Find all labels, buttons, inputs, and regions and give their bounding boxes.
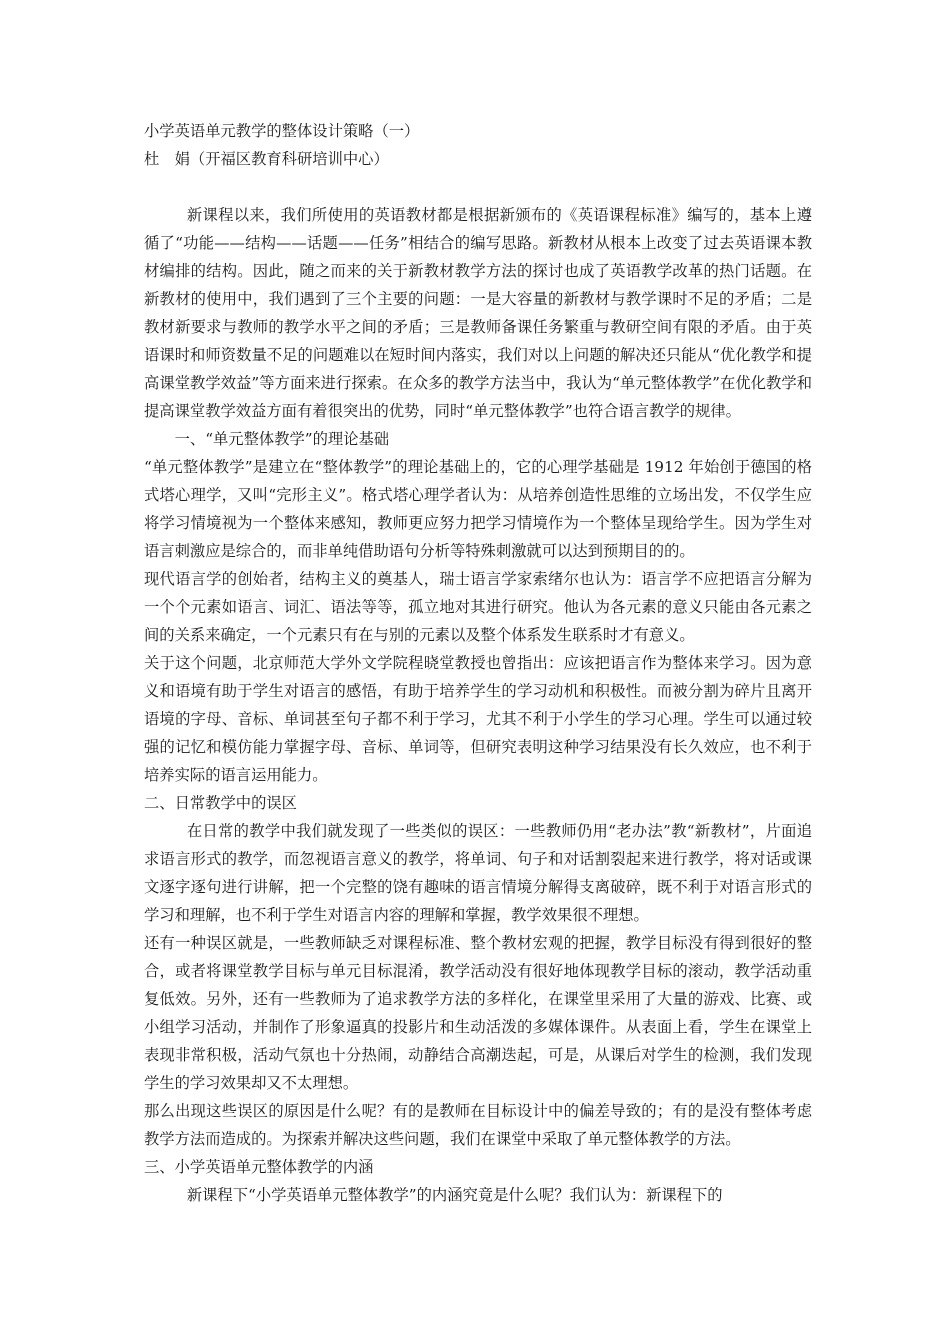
document-title: 小学英语单元教学的整体设计策略（一） (144, 122, 420, 140)
document-author: 杜 娟（开福区教育科研培训中心） (144, 150, 389, 168)
section-heading-connotation: 三、小学英语单元整体教学的内涵 (144, 1158, 374, 1176)
paragraph-intro: 新课程以来，我们所使用的英语教材都是根据新颁布的《英语课程标准》编写的，基本上遵循了“功能——结构——话题——任务”相结合的编写思路。新教材从根本上改变了过去英语课本教材编排的结构。因此，随之而来的关于新教材教学方法的探讨也成了英语教学改革的热门话题。在新教材的使用中，我们遇到了三个主要的问题：一是大容量的新教材与教学课时不足的矛盾；二是教材新要求与教师的教学水平之间的矛盾；三是教师备课任务繁重与教研空间有限的矛盾。由于英语课时和师资数量不足的问题难以在短时间内落实，我们对以上问题的解决还只能从“优化教学和提高课堂教学效益”等方面来进行探索。在众多的教学方法当中，我认为“单元整体教学”在优化教学和提高课堂教学效益方面有着很突出的优势，同时“单元整体教学”也符合语言教学的规律。 (144, 206, 812, 420)
paragraph-misconception-one: 在日常的教学中我们就发现了一些类似的误区：一些教师仍用“老办法”教“新教材”，片面追求语言形式的教学，而忽视语言意义的教学，将单词、句子和对话割裂起来进行教学，将对话或课文逐字逐句进行讲解，把一个完整的饶有趣味的语言情境分解得支离破碎，既不利于对语言形式的学习和理解，也不利于学生对语言内容的理解和掌握，教学效果很不理想。 (144, 822, 812, 924)
paragraph-theory-saussure: 现代语言学的创始者，结构主义的奠基人，瑞士语言学家索绪尔也认为：语言学不应把语言分解为一个个元素如语言、词汇、语法等等，孤立地对其进行研究。他认为各元素的意义只能由各元素之间的关系来确定，一个元素只有在与别的元素以及整个体系发生联系时才有意义。 (144, 570, 812, 644)
section-heading-misconceptions: 二、日常教学中的误区 (144, 794, 297, 812)
paragraph-connotation: 新课程下“小学英语单元整体教学”的内涵究竟是什么呢？我们认为：新课程下的 (186, 1186, 723, 1204)
paragraph-theory-gestalt: “单元整体教学”是建立在“整体教学”的理论基础上的，它的心理学基础是 1912 年始创于德国的格式塔心理学，又叫“完形主义”。格式塔心理学者认为：从培养创造性思维的立场出发，不仅学生应将学习情境视为一个整体来感知，教师更应努力把学习情境作为一个整体呈现给学生。因为学生对语言刺激应是综合的，而非单纯借助语句分析等特殊刺激就可以达到预期目的的。 (144, 458, 813, 560)
section-heading-theory: 一、“单元整体教学”的理论基础 (174, 430, 390, 448)
paragraph-misconception-two: 还有一种误区就是，一些教师缺乏对课程标准、整个教材宏观的把握，教学目标没有得到很好的整合，或者将课堂教学目标与单元目标混淆，教学活动没有很好地体现教学目标的滚动，教学活动重复低效。另外，还有一些教师为了追求教学方法的多样化，在课堂里采用了大量的游戏、比赛、或小组学习活动，并制作了形象逼真的投影片和生动活泼的多媒体课件。从表面上看，学生在课堂上表现非常积极，活动气氛也十分热闹，动静结合高潮迭起，可是，从课后对学生的检测，我们发现学生的学习效果却又不太理想。 (144, 934, 812, 1092)
document-page (144, 117, 812, 1209)
paragraph-misconception-cause: 那么出现这些误区的原因是什么呢？有的是教师在目标设计中的偏差导致的；有的是没有整体考虑教学方法而造成的。为探索并解决这些问题，我们在课堂中采取了单元整体教学的方法。 (144, 1102, 812, 1148)
paragraph-theory-cheng: 关于这个问题，北京师范大学外文学院程晓堂教授也曾指出：应该把语言作为整体来学习。因为意义和语境有助于学生对语言的感悟，有助于培养学生的学习动机和积极性。而被分割为碎片且离开语境的字母、音标、单词甚至句子都不利于学习，尤其不利于小学生的学习心理。学生可以通过较强的记忆和模仿能力掌握字母、音标、单词等，但研究表明这种学习结果没有长久效应，也不利于培养实际的语言运用能力。 (144, 654, 812, 784)
